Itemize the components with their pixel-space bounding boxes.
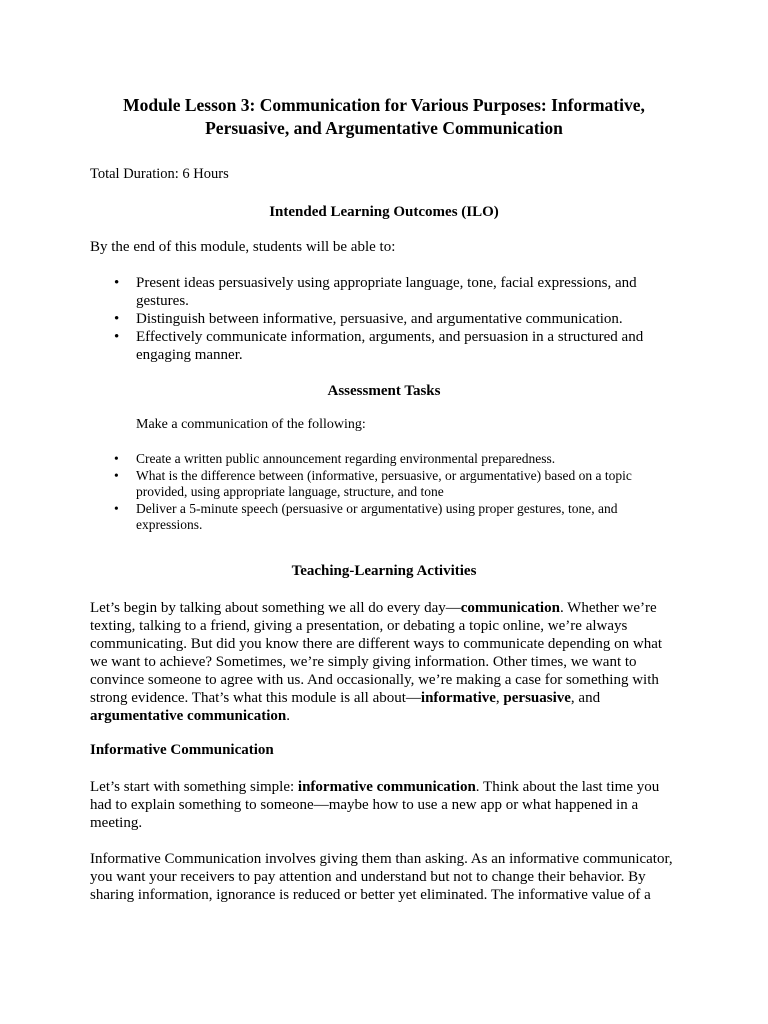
list-item: • Deliver a 5-minute speech (persuasive or argumentative) using proper gestures, tone, and expressions. (114, 500, 618, 532)
page-title (90, 94, 678, 140)
bullet-icon: • (114, 451, 119, 466)
title-line-1: Module Lesson 3: Communication for Various Purposes: Informative, (123, 95, 645, 115)
list-item: • Effectively communicate information, arguments, and persuasion in a structured and engaging manner. (114, 329, 644, 363)
informative-paragraph-2: Informative Communication involves giving them than asking. As an informative communicator, you want your receivers to pay attention and understand but not to change their behavior. By sharing information, ignorance is reduced or better yet eliminated. The informative value of a (90, 851, 673, 903)
list-item: • Present ideas persuasively using appropriate language, tone, facial expressions, and gestures. (114, 275, 637, 309)
ilo-list (90, 274, 650, 364)
assessment-intro: Make a communication of the following: (136, 417, 366, 432)
list-item: • What is the difference between (informative, persuasive, or argumentative) based on a topic provided, using appropriate language, structure, and tone (114, 467, 632, 499)
tla-paragraph: Let’s begin by talking about something we all do every day—communication. Whether we’re texting, talking to a friend, giving a presentation, or debating a topic online, we’re always communicating. But did you know there are different ways to communicate depending on what we want to achieve? Sometimes, we’re simply giving information. Other times, we want to convince someone to agree with us. And occasionally, we’re making a case for something with strong evidence. That’s what this module is all about—informative, persuasive, and argumentative communication. (90, 600, 663, 724)
title-line-2: Persuasive, and Argumentative Communication (205, 118, 563, 138)
bullet-icon: • (114, 311, 120, 327)
ilo-intro: By the end of this module, students will be able to: (90, 239, 396, 255)
assessment-heading: Assessment Tasks (327, 383, 441, 399)
informative-heading: Informative Communication (90, 742, 274, 758)
ilo-heading: Intended Learning Outcomes (ILO) (269, 204, 499, 220)
assessment-list (90, 451, 650, 534)
bullet-icon: • (114, 275, 120, 291)
bullet-icon: • (114, 500, 119, 516)
total-duration: Total Duration: 6 Hours (90, 166, 229, 182)
list-item: • Create a written public announcement regarding environmental preparedness. (114, 451, 556, 466)
informative-paragraph-1: Let’s start with something simple: informative communication. Think about the last time you had to explain something to someone—maybe how to use a new app or what happened in a meeting. (90, 779, 660, 831)
bullet-icon: • (114, 467, 119, 483)
list-item: • Distinguish between informative, persuasive, and argumentative communication. (114, 311, 623, 327)
bullet-icon: • (114, 329, 120, 345)
tla-heading: Teaching-Learning Activities (291, 563, 477, 579)
